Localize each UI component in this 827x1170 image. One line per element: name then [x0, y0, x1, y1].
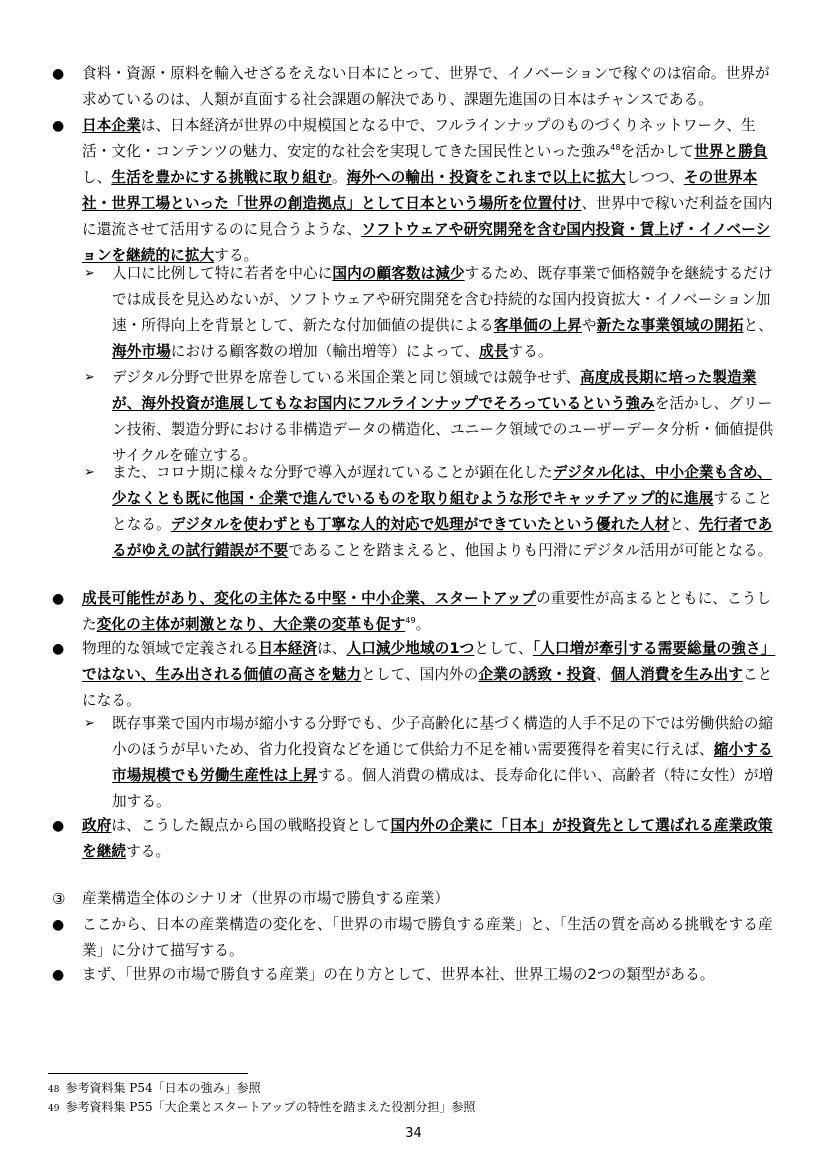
- bullet-marker: ●: [52, 917, 65, 933]
- emphasized-text: 変化の主体が刺激となり、大企業の変革も促す: [96, 616, 406, 633]
- paragraph-sub-1: [112, 261, 782, 365]
- paragraph-sub-3: [112, 460, 782, 564]
- paragraph-bullet-5: [82, 813, 782, 865]
- text-run: 産業構造全体のシナリオ（世界の市場で勝負する産業）: [82, 890, 450, 907]
- text-run: と、: [669, 516, 699, 533]
- text-run: し、: [82, 169, 112, 186]
- bullet-marker: ●: [52, 66, 65, 82]
- text-run: 。: [331, 169, 347, 186]
- emphasized-text: 成長: [479, 343, 509, 360]
- paragraph-bullet-3: [82, 586, 782, 638]
- page-number: 34: [405, 1126, 422, 1141]
- text-run: を活かし、グリーン技術、製造分野における非構造データの構造化、ユニーク領域でのユーザーデータ分析・価値提供サイクルを確立する。: [112, 395, 774, 464]
- footnote-reference: 48: [610, 143, 621, 153]
- emphasized-text: デジタルを使わずとも丁寧な人的対応で処理ができていたという優れた人材: [170, 516, 670, 533]
- bullet-marker: ●: [52, 641, 65, 657]
- text-run: 物理的な領域で定義される: [82, 640, 259, 657]
- emphasized-text: 世界と勝負: [694, 143, 768, 160]
- emphasized-text: 企業の誘致・投資: [478, 666, 597, 683]
- text-run: は、日本経済が世界の中規模国となる中で、フルラインナップのものづくりネットワーク、生活・文化・コンテンツの魅力、安定的な社会を実現してきた国民性といった強み: [82, 117, 756, 160]
- footnote-reference: 49: [405, 616, 416, 626]
- text-run: として、: [474, 640, 533, 657]
- emphasized-text: 高度成長期に培った製造業が、海外投資が進展してもなお国内にフルラインナップでそろっているという強み: [112, 369, 757, 412]
- text-run: 既存事業で国内市場が縮小する分野でも、少子高齢化に基づく構造的人手不足の下では労働供給の縮小のほうが早いため、省力化投資などを通じて供給力不足を補い需要獲得を着実に行えば、: [112, 715, 774, 758]
- paragraph-sub-2: [112, 365, 782, 469]
- emphasized-text: その世界本社・世界工場といった「世界の創造拠点」として日本という場所を位置付け: [82, 169, 758, 212]
- text-run: と、: [743, 317, 773, 334]
- emphasized-text: 国内の顧客数は減少: [332, 265, 465, 282]
- text-run: 、: [596, 666, 611, 683]
- text-run: を活かして: [620, 143, 695, 160]
- text-run: することとなる。: [112, 490, 773, 533]
- circled-number-3: ③: [52, 890, 66, 908]
- emphasized-text: 日本企業: [82, 117, 141, 134]
- emphasized-text: ソフトウェアや研究開発を含む国内投資・賃上げ・イノベーションを継続的に拡大: [82, 221, 771, 264]
- text-run: するため、既存事業で価格競争を継続するだけでは成長を見込めないが、ソフトウェアや研究開発を含む持続的な国内投資拡大・イノベーション加速・所得向上を背景として、新たな付加価値の提供による: [112, 265, 773, 334]
- footnote-48: [48, 1080, 261, 1098]
- emphasized-text: 成長可能性があり、変化の主体たる中堅・中小企業、スタートアップ: [82, 590, 537, 607]
- paragraph-bullet-2: [82, 113, 782, 269]
- emphasized-text: 客単価の上昇: [493, 317, 582, 334]
- text-run: デジタル分野で世界を席巻している米国企業と同じ領域では競争せず、: [112, 369, 581, 386]
- emphasized-text: デジタル化は、中小企業も含め、少なくとも既に他国・企業で進んでいるものを取り組むような形でキャッチアップ的に進展: [112, 464, 772, 507]
- emphasized-text: 人口減少地域の1つ: [346, 640, 475, 657]
- paragraph-bullet-6: [82, 912, 782, 964]
- text-run: の重要性が高まるとともに、こうした: [82, 590, 772, 633]
- emphasized-text: 生活を豊かにする挑戦に取り組む: [111, 169, 332, 186]
- paragraph-bullet-7: [82, 962, 782, 988]
- text-run: は、: [317, 640, 347, 657]
- paragraph-bullet-4: [82, 636, 782, 714]
- emphasized-text: 政府: [82, 817, 112, 834]
- emphasized-text: 国内外の企業に「日本」が投資先として選ばれる産業政策を継続: [82, 817, 773, 860]
- bullet-marker: ●: [52, 818, 65, 834]
- text-run: 。: [415, 616, 431, 633]
- footnote-number: 48: [48, 1085, 60, 1095]
- text-run: における顧客数の増加（輸出増等）によって、: [170, 343, 480, 360]
- text-run: する。個人消費の構成は、長寿命化に伴い、高齢者（特に女性）が増加する。: [112, 767, 774, 810]
- text-run: する。: [508, 343, 553, 360]
- footnote-text: 参考資料集 P55「大企業とスタートアップの特性を踏まえた役割分担」参照: [65, 1100, 476, 1114]
- text-run: として、国内外の: [361, 666, 479, 683]
- arrow-marker: ➢: [84, 465, 95, 480]
- emphasized-text: 先行者であるがゆえの試行錯誤が不要: [112, 516, 773, 559]
- text-run: また、コロナ期に様々な分野で導入が遅れていることが顕在化した: [112, 464, 553, 481]
- arrow-marker: ➢: [84, 716, 95, 731]
- text-run: ここから、日本の産業構造の変化を、「世界の市場で勝負する産業」と、「生活の質を高める挑戦をする産業」に分けて描写する。: [82, 916, 773, 959]
- text-run: する。: [126, 843, 171, 860]
- text-run: ことになる。: [82, 666, 773, 709]
- section-heading: [82, 886, 782, 912]
- emphasized-text: 新たな事業領域の開拓: [596, 317, 744, 334]
- text-run: 食料・資源・原料を輸入せざるをえない日本にとって、世界で、イノベーションで稼ぐのは宿命。世界が求めているのは、人類が直面する社会課題の解決であり、課題先進国の日本はチャンスである。: [82, 65, 770, 108]
- paragraph-sub-4: [112, 711, 782, 815]
- footnote-number: 49: [48, 1104, 60, 1114]
- bullet-marker: ●: [52, 967, 65, 983]
- text-run: 、世界中で稼いだ利益を国内に還流させて活用するのに見合うような、: [82, 195, 773, 238]
- text-run: まず、「世界の市場で勝負する産業」の在り方として、世界本社、世界工場の2つの類型がある。: [82, 966, 715, 983]
- footnote-text: 参考資料集 P54「日本の強み」参照: [65, 1081, 261, 1095]
- footnote-49: [48, 1099, 475, 1117]
- text-run: であることを踏まえると、他国よりも円滑にデジタル活用が可能となる。: [288, 542, 773, 559]
- arrow-marker: ➢: [84, 370, 95, 385]
- emphasized-text: 海外への輸出・投資をこれまで以上に拡大: [346, 169, 626, 186]
- bullet-marker: ●: [52, 591, 65, 607]
- footnote-divider: [48, 1073, 248, 1074]
- text-run: する。: [214, 247, 259, 264]
- emphasized-text: 縮小する市場規模でも労働生産性は上昇: [112, 741, 773, 784]
- emphasized-text: 日本経済: [258, 640, 318, 657]
- emphasized-text: 海外市場: [112, 343, 171, 360]
- bullet-marker: ●: [52, 118, 65, 134]
- text-run: 人口に比例して特に若者を中心に: [112, 265, 333, 282]
- text-run: や: [581, 317, 597, 334]
- arrow-marker: ➢: [84, 266, 95, 281]
- emphasized-text: 個人消費を生み出す: [610, 666, 743, 683]
- text-run: しつつ、: [625, 169, 684, 186]
- paragraph-bullet-1: [82, 61, 782, 113]
- emphasized-text: 「人口増が牽引する需要総量の強さ」ではない、生み出される価値の高さを魅力: [82, 640, 776, 683]
- text-run: は、こうした観点から国の戦略投資として: [111, 817, 391, 834]
